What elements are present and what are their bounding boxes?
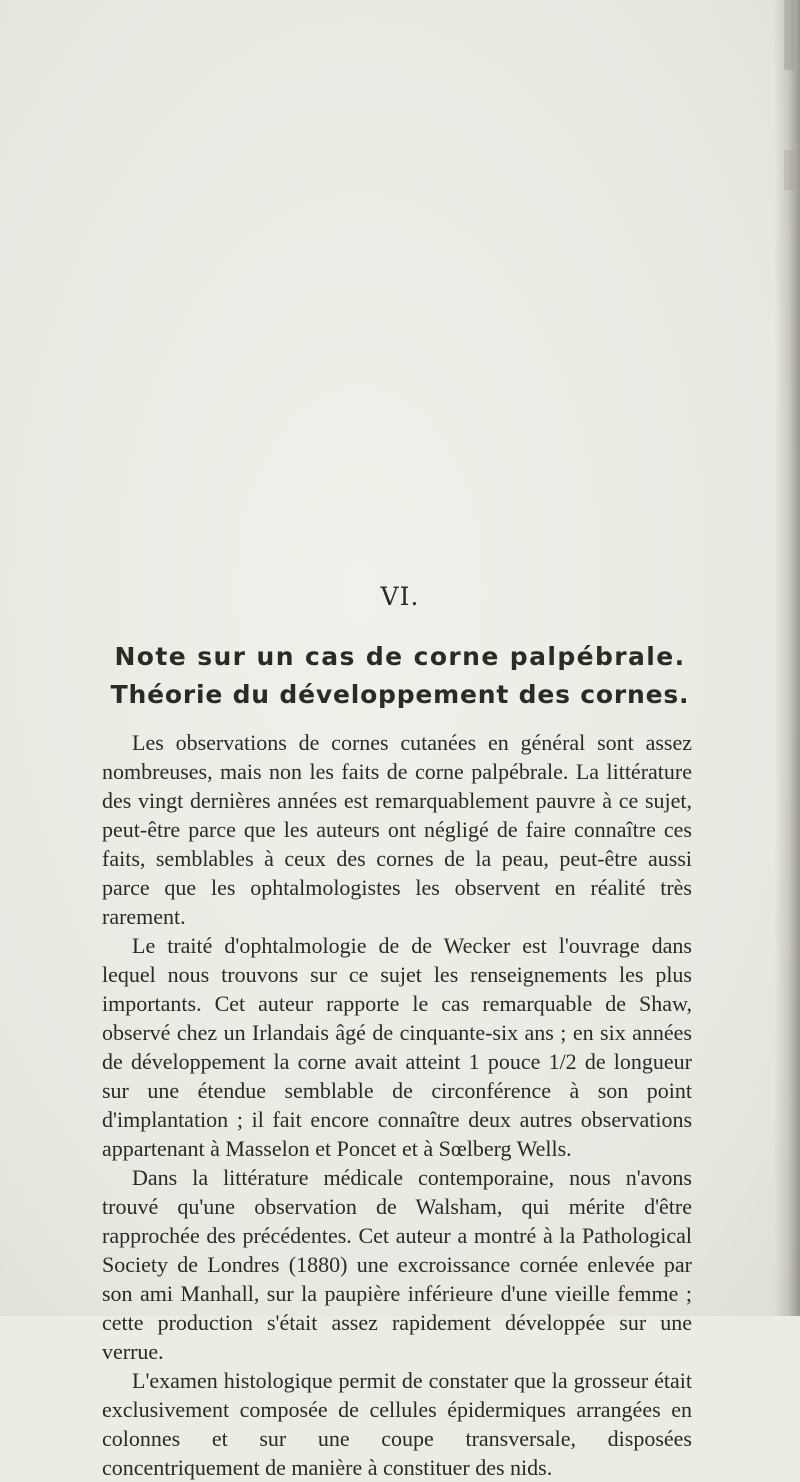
paragraph: Dans la littérature médicale contemporaine, nous n'avons trouvé qu'une observation de Walsham, qui mérite d'être rapprochée des précédentes. Cet auteur a montré à la Pathological Society de Londres (1880) une excroissance cornée enlevée par son ami Manhall, sur la paupière inférieure d'une vieille femme ; cette production s'était assez rapidement développée sur une verrue. <box>102 1165 692 1364</box>
paragraph: L'examen histologique permit de constater que la grosseur était exclusivement composée de cellules épidermiques arrangées en colonnes et sur une coupe transversale, disposées concentriquement de manière à constituer des nids. <box>102 1368 692 1480</box>
chapter-number: VI. <box>380 582 420 611</box>
page-edge-mark <box>784 150 794 190</box>
chapter-title: Note sur un cas de corne palpébrale. <box>114 642 686 671</box>
paragraph: Le traité d'ophtalmologie de de Wecker est l'ouvrage dans lequel nous trouvons sur ce sujet les renseignements les plus importants. Cet auteur rapporte le cas remarquable de Shaw, observé chez un Irlandais âgé de cinquante-six ans ; en six années de développement la corne avait atteint 1 pouce 1/2 de longueur sur une étendue semblable de circonférence à son point d'implantation ; il fait encore connaître deux autres observations appartenant à Masselon et Poncet et à Sœlberg Wells. <box>102 933 692 1161</box>
chapter-subtitle: Théorie du développement des cornes. <box>110 680 690 709</box>
paragraph: Les observations de cornes cutanées en général sont assez nombreuses, mais non les faits de corne palpébrale. La littérature des vingt dernières années est remarquablement pauvre à ce sujet, peut-être parce que les auteurs ont négligé de faire connaître ces faits, semblables à ceux des cornes de la peau, peut-être aussi parce que les ophtalmologistes les observent en réalité très rarement. <box>102 730 692 929</box>
body-text <box>102 728 692 1482</box>
page-edge-mark <box>784 0 794 70</box>
